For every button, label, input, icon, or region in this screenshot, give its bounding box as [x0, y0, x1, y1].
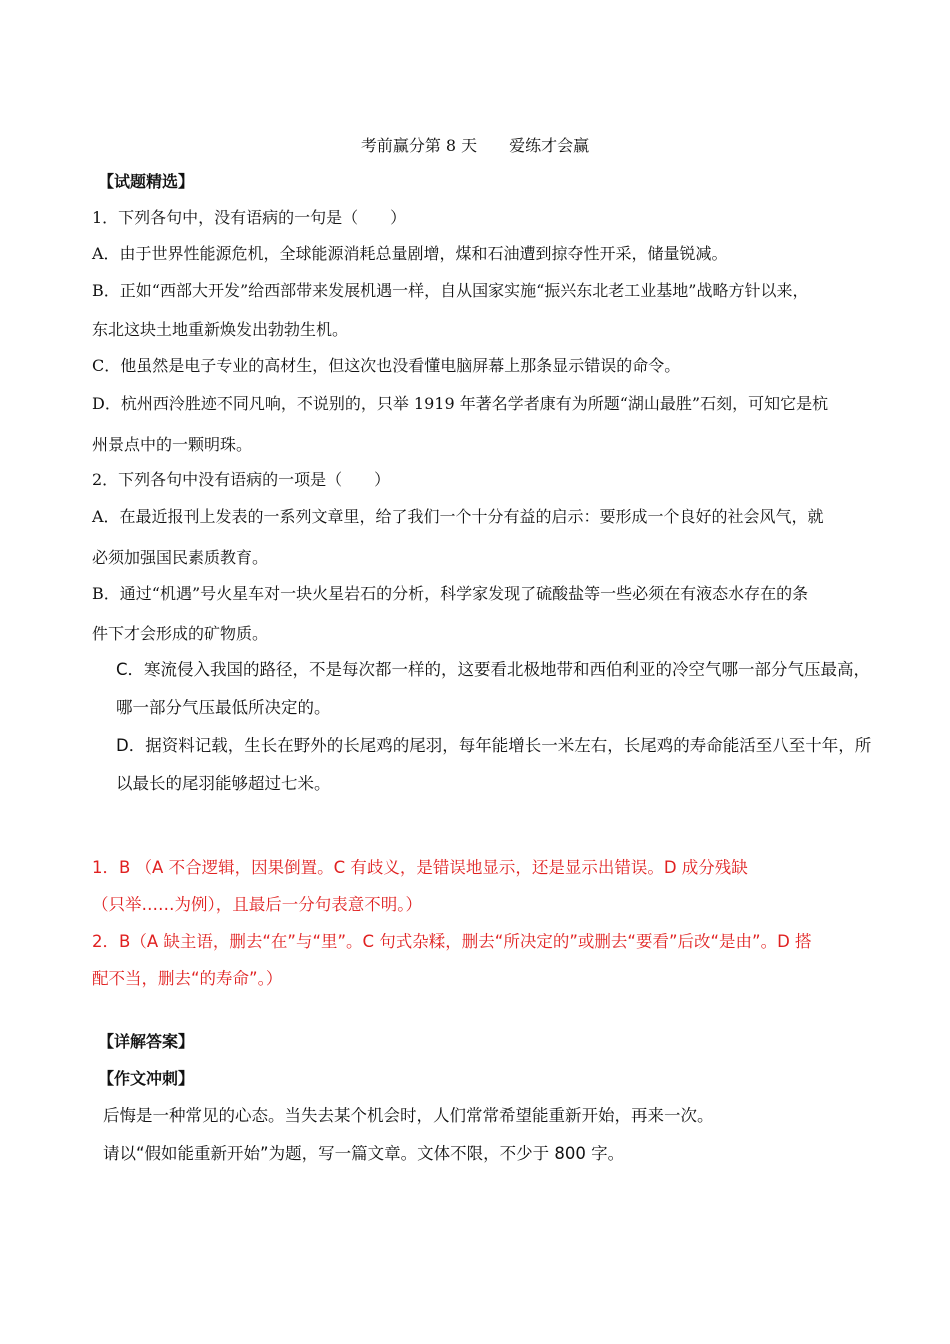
answer-2-line1: 2．B（A 缺主语，删去“在”与“里”。C 句式杂糅，删去“所决定的”或删去“要看”后改“是由”。D 搭	[92, 932, 812, 951]
q2-option-b-line2: 件下才会形成的矿物质。	[92, 624, 269, 643]
q2-option-c-line2: 哪一部分气压最低所决定的。	[116, 698, 331, 717]
q2-option-d-line2: 以最长的尾羽能够超过七米。	[116, 774, 331, 793]
q1-option-c: C．他虽然是电子专业的高材生，但这次也没看懂电脑屏幕上那条显示错误的命令。	[92, 356, 681, 375]
answer-1-line2: （只举……为例），且最后一分句表意不明。）	[92, 895, 422, 914]
q1-option-b-line2: 东北这块土地重新焕发出勃勃生机。	[92, 320, 349, 339]
q2-option-b-line1: B．通过“机遇”号火星车对一块火星岩石的分析，科学家发现了硫酸盐等一些必须在有液态水存在的条	[92, 584, 809, 603]
q1-option-d-line2: 州景点中的一颗明珠。	[92, 435, 253, 454]
q2-stem: 2．下列各句中没有语病的一项是（ ）	[92, 470, 391, 489]
essay-prompt-line1: 后悔是一种常见的心态。当失去某个机会时，人们常常希望能重新开始，再来一次。	[103, 1106, 714, 1125]
q2-option-c-line1: C．寒流侵入我国的路径，不是每次都一样的，这要看北极地带和西伯利亚的冷空气哪一部分气压最高，	[116, 660, 871, 679]
section-heading-essay: 【作文冲刺】	[98, 1069, 195, 1088]
q1-option-d-line1: D．杭州西泠胜迹不同凡响，不说别的，只举 1919 年著名学者康有为所题“湖山最胜”石刻，可知它是杭	[92, 394, 829, 413]
q1-stem: 1．下列各句中，没有语病的一句是（ ）	[92, 208, 407, 227]
q1-option-b-line1: B．正如“西部大开发”给西部带来发展机遇一样，自从国家实施“振兴东北老工业基地”战略方针以来，	[92, 281, 809, 300]
answer-1-line1: 1．B （A 不合逻辑，因果倒置。C 有歧义，是错误地显示，还是显示出错误。D 成分残缺	[92, 858, 748, 877]
section-heading-selected: 【试题精选】	[98, 172, 195, 191]
q2-option-d-line1: D．据资料记载，生长在野外的长尾鸡的尾羽，每年能增长一米左右，长尾鸡的寿命能活至八至十年，所	[116, 736, 872, 755]
section-heading-answers: 【详解答案】	[98, 1032, 195, 1051]
essay-prompt-line2: 请以“假如能重新开始”为题，写一篇文章。文体不限，不少于 800 字。	[103, 1144, 625, 1163]
q1-option-a: A．由于世界性能源危机，全球能源消耗总量剧增，煤和石油遭到掠夺性开采，储量锐减。	[92, 244, 728, 263]
q2-option-a-line1: A．在最近报刊上发表的一系列文章里，给了我们一个十分有益的启示：要形成一个良好的社会风气，就	[92, 507, 824, 526]
page-title: 考前赢分第 8 天 爱练才会赢	[360, 136, 590, 155]
q2-option-a-line2: 必须加强国民素质教育。	[92, 548, 269, 567]
answer-2-line2: 配不当，删去“的寿命”。）	[92, 969, 283, 988]
